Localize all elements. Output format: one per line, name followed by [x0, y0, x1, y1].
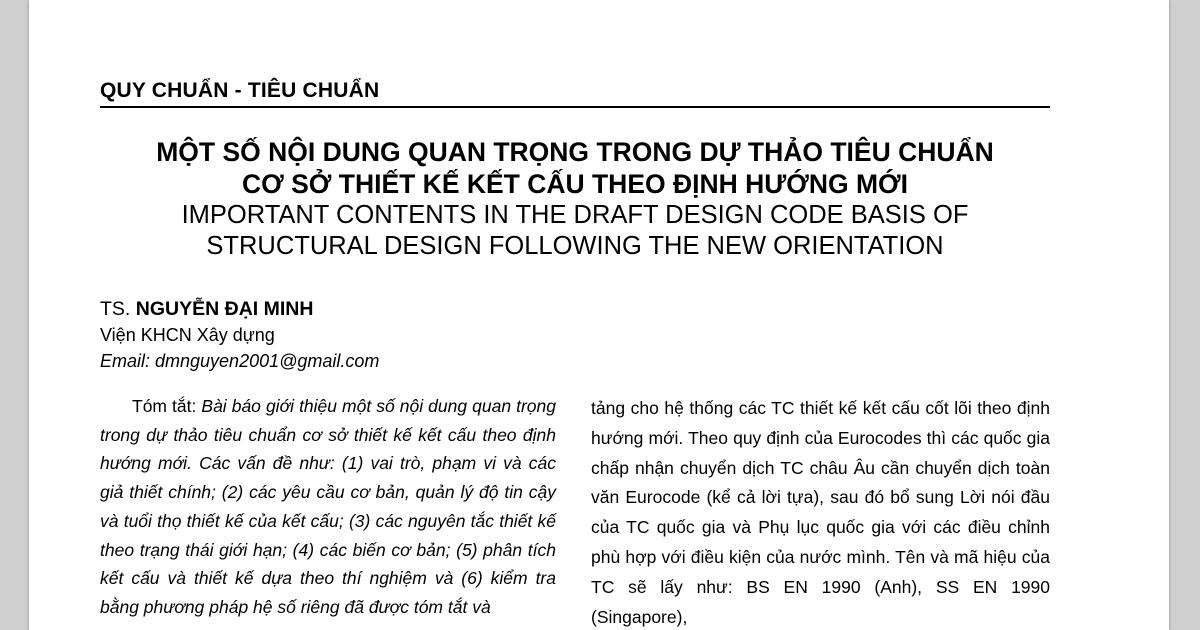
title-vn-line-1: MỘT SỐ NỘI DUNG QUAN TRỌNG TRONG DỰ THẢO TIÊU CHUẨN: [156, 137, 994, 167]
title-en-line-2: STRUCTURAL DESIGN FOLLOWING THE NEW ORIENTATION: [206, 232, 944, 260]
abstract-paragraph: [100, 392, 556, 622]
author-block: [100, 296, 379, 374]
header-divider: [100, 106, 1050, 108]
abstract-label: Tóm tắt:: [132, 396, 202, 416]
abstract-column: [100, 392, 556, 622]
author-prefix: TS.: [100, 298, 136, 320]
author-line: [100, 296, 379, 322]
author-affiliation: Viện KHCN Xây dựng: [100, 325, 275, 345]
body-column-right: [591, 394, 1050, 630]
title-en-line-1: IMPORTANT CONTENTS IN THE DRAFT DESIGN CODE BASIS OF: [181, 201, 969, 229]
section-header: QUY CHUẨN - TIÊU CHUẨN: [100, 79, 380, 102]
author-email: Email: dmnguyen2001@gmail.com: [100, 351, 380, 371]
abstract-text: Bài báo giới thiệu một số nội dung quan trọng trong dự thảo tiêu chuẩn cơ sở thiết kế kết cấu theo định hướng mới. Các vấn đề như: (1) vai trò, phạm vi và các giả thiết chính; (2) các yêu cầu cơ bản, quản lý độ tin cậy và tuổi thọ thiết kế của kết cấu; (3) các nguyên tắc thiết kế theo trạng thái giới hạn; (4) các biến cơ bản; (5) phân tích kết cấu và thiết kế dựa theo thí nghiệm và (6) kiểm tra bằng phương pháp hệ số riêng đã được tóm tắt và: [100, 396, 556, 617]
document-page: [29, 0, 1169, 630]
title-vn-line-2: CƠ SỞ THIẾT KẾ KẾT CẤU THEO ĐỊNH HƯỚNG MỚI: [242, 169, 908, 199]
right-column-paragraph: tảng cho hệ thống các TC thiết kế kết cấu cốt lõi theo định hướng mới. Theo quy định của Eurocodes thì các quốc gia chấp nhận chuyển dịch TC châu Âu cần chuyển dịch toàn văn Eurocode (kể cả lời tựa), sau đó bổ sung Lời nói đầu của TC quốc gia và Phụ lục quốc gia với các điều chỉnh phù hợp với điều kiện của nước mình. Tên và mã hiệu của TC sẽ lấy như: BS EN 1990 (Anh), SS EN 1990 (Singapore),: [591, 398, 1050, 627]
author-name: NGUYỄN ĐẠI MINH: [135, 298, 314, 320]
title-block: [100, 136, 1050, 262]
